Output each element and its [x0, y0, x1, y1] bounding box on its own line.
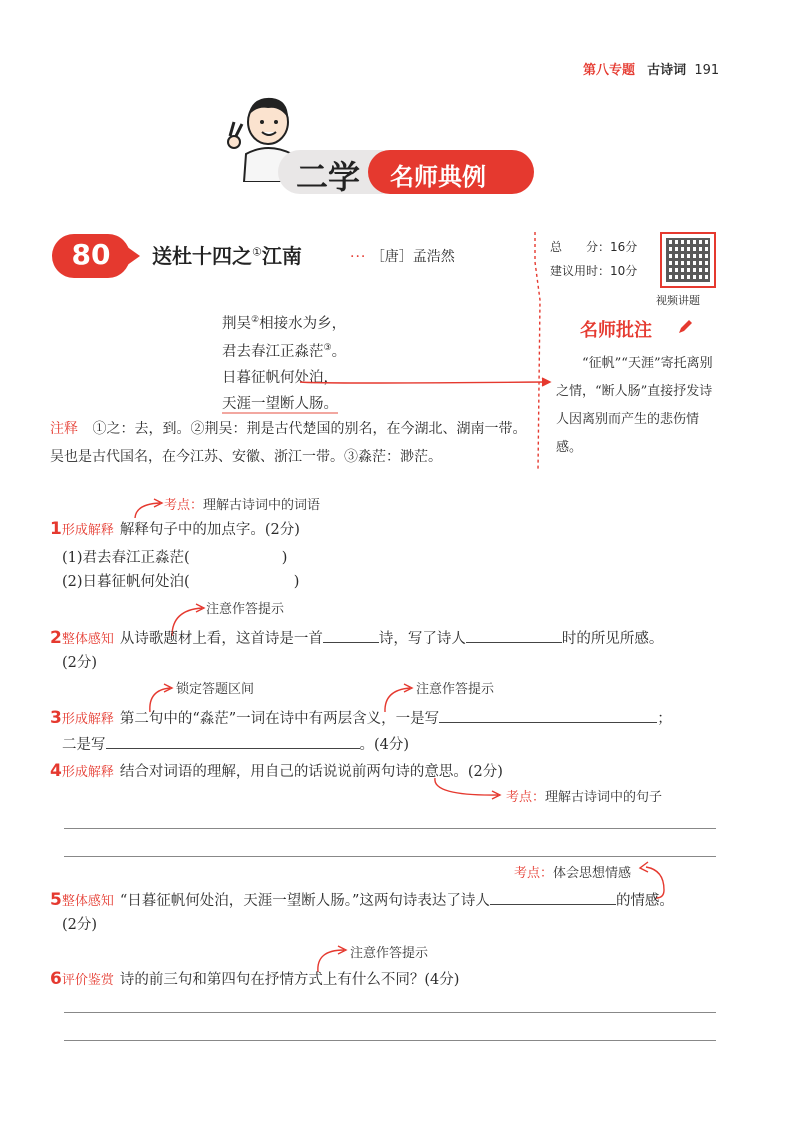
answer-blank[interactable] — [323, 626, 379, 643]
hint-knowledge-point: 考点：理解古诗词中的词语 — [164, 498, 321, 513]
author-dots: ··· — [350, 249, 367, 265]
question-5-score: (2分) — [62, 917, 98, 933]
section-banner — [278, 150, 534, 196]
banner-part: 二学 — [296, 158, 361, 196]
hint-answer-tip: 注意作答提示 — [350, 946, 429, 961]
hint-locate-range: 锁定答题区间 — [176, 682, 255, 697]
answer-blank[interactable] — [439, 706, 657, 723]
page-header — [583, 59, 719, 78]
annotations — [50, 415, 530, 471]
qr-code-icon[interactable] — [660, 232, 716, 288]
notes-text: ①之：去，到。②荆吴：荆是古代楚国的别名，在今湖北、湖南一带。吴也是古代国名，在今江苏、安徽、浙江一带。③淼茫：渺茫。 — [50, 421, 527, 465]
banner-label: 名师典例 — [390, 163, 486, 191]
info-box — [540, 232, 714, 290]
question-6: 6评价鉴赏 诗的前三句和第四句在抒情方式上有什么不同？(4分) — [50, 969, 460, 989]
poem-title — [152, 240, 302, 269]
question-1-sub-1: (1)君去春江正淼茫( ) — [62, 546, 287, 569]
notes-label: 注释 — [50, 421, 78, 437]
poem-line: 天涯一望断人肠。 — [222, 396, 338, 412]
hint-knowledge-point: 考点：体会思想情感 — [514, 866, 632, 881]
title-note: ① — [252, 245, 262, 259]
poem-author — [350, 246, 455, 266]
answer-blank[interactable] — [466, 626, 562, 643]
topic-label: 古诗词 — [647, 63, 687, 78]
question-3: 3形成解释 第二句中的“淼茫”一词在诗中有两层含义，一是写 ； — [50, 708, 672, 728]
page-number: 191 — [694, 63, 720, 78]
answer-line[interactable] — [64, 828, 716, 829]
question-2: 2整体感知 从诗歌题材上看，这首诗是一首 诗，写了诗人 时的所见所感。 — [50, 628, 664, 648]
answer-line[interactable] — [64, 856, 716, 857]
side-comment-text: “征帆”“天涯”寄托离别之情，“断人肠”直接抒发诗人因离别而产生的悲伤情感。 — [556, 356, 713, 455]
section-label: 第八专题 — [583, 63, 636, 78]
suggested-time: 建议用时：10分 — [550, 264, 638, 278]
pen-icon — [676, 318, 694, 336]
question-2-score: (2分) — [62, 655, 98, 671]
poem-line: 君去春江正淼茫③。 — [222, 343, 347, 360]
item-number: 80 — [71, 238, 111, 271]
question-4: 4形成解释 结合对词语的理解，用自己的话说说前两句诗的意思。(2分) — [50, 761, 503, 781]
question-5: 5整体感知 “日暮征帆何处泊，天涯一望断人肠。”这两句诗表达了诗人 的情感。 — [50, 890, 674, 910]
title-part-b: 江南 — [261, 244, 302, 268]
answer-blank[interactable] — [490, 888, 616, 905]
answer-line[interactable] — [64, 1012, 716, 1013]
side-comment-title: 名师批注 — [580, 320, 652, 341]
answer-blank[interactable] — [190, 570, 294, 586]
hint-answer-tip: 注意作答提示 — [416, 682, 495, 697]
question-1: 1形成解释 解释句子中的加点字。(2分) — [50, 519, 300, 539]
author-name: ［唐］孟浩然 — [370, 249, 455, 265]
title-part-a: 送杜十四之 — [152, 244, 252, 268]
total-score: 总 分：16分 — [550, 240, 638, 254]
hint-answer-tip: 注意作答提示 — [206, 602, 285, 617]
poem-line: 日暮征帆何处泊， — [222, 370, 338, 386]
answer-blank[interactable] — [106, 732, 360, 749]
answer-line[interactable] — [64, 1040, 716, 1041]
item-number-badge — [52, 234, 142, 278]
hint-knowledge-point: 考点：理解古诗词中的句子 — [506, 790, 663, 805]
question-3-cont: 二是写 。(4分) — [62, 732, 409, 756]
poem-line: 荆吴②相接水为乡， — [222, 315, 347, 332]
question-1-sub-2: (2)日暮征帆何处泊( ) — [62, 570, 299, 593]
qr-label: 视频讲题 — [656, 294, 700, 307]
answer-blank[interactable] — [190, 546, 282, 562]
